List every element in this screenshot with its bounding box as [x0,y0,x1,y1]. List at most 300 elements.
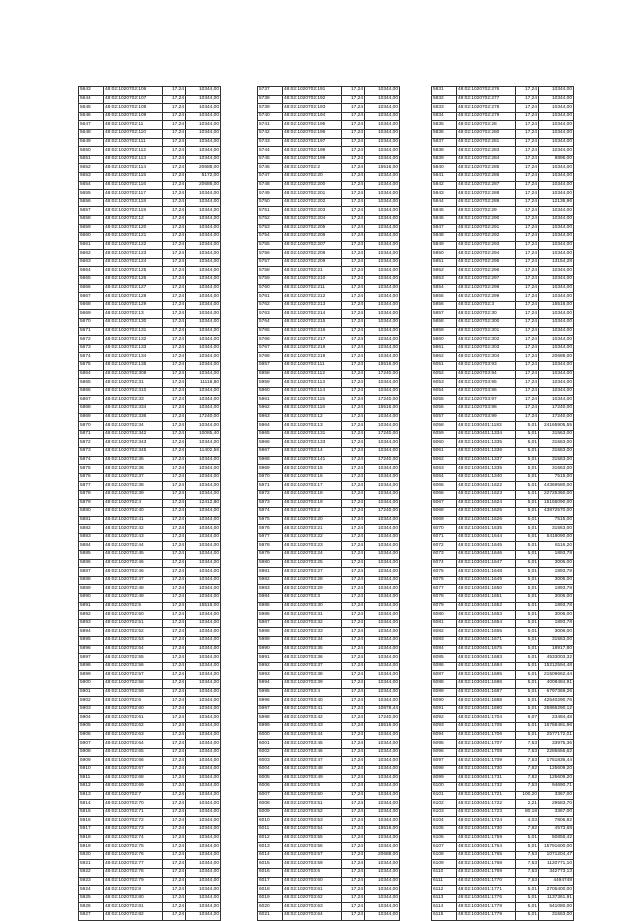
table-row [432,456,574,465]
row-number-cell: 6081 [432,619,457,628]
rate-cell: 17,24 [342,662,365,671]
row-number-cell: 6057 [432,413,457,422]
row-number-cell: 5753 [258,224,283,233]
cadastral-number-cell: 48:02:1020703:3 [283,594,342,603]
rate-cell: 17,24 [342,576,365,585]
table-row [258,860,400,869]
row-number-cell: 5838 [432,147,457,156]
rate-cell: 17,24 [342,722,365,731]
table-row [432,284,574,293]
row-number-cell: 6010 [258,817,283,826]
value-cell: 10344,00 [186,224,221,233]
row-number-cell: 6060 [432,439,457,448]
table-row [432,447,574,456]
table-row [258,319,400,328]
row-number-cell: 5880 [79,508,104,517]
row-number-cell: 5745 [258,155,283,164]
row-number-cell: 5966 [258,439,283,448]
rate-cell: 17,24 [163,851,186,860]
row-number-cell: 5919 [79,843,104,852]
row-number-cell: 5766 [258,336,283,345]
value-cell: 10344,00 [186,671,221,680]
rate-cell: 17,24 [342,671,365,680]
cadastral-number-cell: 48:02:1020702:201 [283,190,342,199]
cadastral-number-cell: 48:02:1020702:123 [104,250,163,259]
cadastral-number-cell: 48:02:1020703:17 [283,482,342,491]
rate-cell: 17,24 [342,860,365,869]
table-row [432,860,574,869]
row-number-cell: 5876 [79,473,104,482]
row-number-cell: 5924 [79,886,104,895]
row-number-cell: 6070 [432,525,457,534]
cadastral-number-cell: 48:02:1030401:1335 [457,439,516,448]
table-row [79,637,221,646]
table-row [258,774,400,783]
rate-cell: 17,24 [163,138,186,147]
rate-cell: 17,24 [342,430,365,439]
table-row [79,370,221,379]
value-cell: 10344,00 [186,404,221,413]
cadastral-number-cell: 48:02:1030401:1684 [457,662,516,671]
cadastral-number-cell: 48:02:1020703:95 [457,379,516,388]
value-cell: 10344,00 [365,731,400,740]
table-row [79,327,221,336]
value-cell: 7515,00 [539,516,574,525]
value-cell: 10344,00 [365,576,400,585]
rate-cell: 17,24 [516,267,539,276]
cadastral-number-cell: 48:02:1020703:34 [283,637,342,646]
value-cell: 17240,00 [539,404,574,413]
rate-cell: 17,24 [342,276,365,285]
cadastral-number-cell: 48:02:1030401:1722 [457,800,516,809]
value-cell: 7806,82 [539,817,574,826]
value-cell: 15516,00 [365,362,400,371]
table-row [432,413,574,422]
value-cell: 20688,00 [186,164,221,173]
rate-cell: 17,24 [342,869,365,878]
cadastral-number-cell: 48:02:1020702:8 [104,886,163,895]
value-cell: 10344,00 [186,748,221,757]
row-number-cell: 5992 [258,662,283,671]
rate-cell: 17,24 [342,241,365,250]
rate-cell: 17,24 [163,258,186,267]
row-number-cell: 5877 [79,482,104,491]
row-number-cell: 5759 [258,276,283,285]
table-row [432,791,574,800]
row-number-cell: 6021 [258,912,283,921]
cadastral-number-cell: 48:02:1020702:199 [283,155,342,164]
value-cell: 10344,00 [539,284,574,293]
row-number-cell: 5832 [432,95,457,104]
row-number-cell: 5979 [258,551,283,560]
table-row [79,576,221,585]
cadastral-number-cell: 48:02:1020702:69 [104,783,163,792]
table-row [432,628,574,637]
table-row [79,387,221,396]
rate-cell: 4,03 [516,817,539,826]
table-row [432,508,574,517]
value-cell: 15516,00 [186,602,221,611]
value-cell: 10344,00 [186,551,221,560]
row-number-cell: 6000 [258,731,283,740]
rate-cell: 17,24 [163,834,186,843]
value-cell: 10344,00 [539,362,574,371]
row-number-cell: 5844 [432,198,457,207]
value-cell: 3367,00 [539,791,574,800]
cadastral-number-cell: 48:02:1020703:114 [283,387,342,396]
rate-cell: 17,24 [163,198,186,207]
cadastral-number-cell: 48:02:1020702:289 [457,198,516,207]
value-cell: 10344,00 [186,826,221,835]
rate-cell: 17,24 [516,387,539,396]
rate-cell: 17,24 [342,310,365,319]
rate-cell: 17,24 [342,181,365,190]
rate-cell: 17,24 [163,482,186,491]
value-cell: 10344,00 [539,95,574,104]
table-row [79,336,221,345]
table-row [79,362,221,371]
cadastral-number-cell: 48:02:1020703:13 [283,422,342,431]
cadastral-number-cell: 48:02:1020702:12 [104,215,163,224]
rate-cell: 17,24 [342,602,365,611]
value-cell: 13154,28 [539,258,574,267]
cadastral-number-cell: 48:02:1020702:65 [104,748,163,757]
cadastral-number-cell: 48:02:1030401:1654 [457,619,516,628]
value-cell: 10344,00 [186,714,221,723]
cadastral-number-cell: 48:02:1020702:47 [104,576,163,585]
table-row [258,276,400,285]
table-row [79,740,221,749]
cadastral-number-cell: 48:02:1020702:278 [457,104,516,113]
row-number-cell: 6110 [432,869,457,878]
cadastral-number-cell: 48:02:1030401:1624 [457,499,516,508]
rate-cell: 5,01 [516,473,539,482]
rate-cell: 17,24 [342,551,365,560]
value-cell: 10344,00 [186,207,221,216]
table-row [79,765,221,774]
rate-cell: 17,24 [516,95,539,104]
rate-cell: 17,24 [516,344,539,353]
value-cell: 10344,00 [186,808,221,817]
row-number-cell: 6095 [432,740,457,749]
table-row [79,482,221,491]
value-cell: 20688,00 [539,353,574,362]
table-row [432,233,574,242]
rate-cell: 17,24 [342,301,365,310]
table-row [79,731,221,740]
table-row [79,551,221,560]
value-cell: 10344,00 [365,267,400,276]
row-number-cell: 6092 [432,714,457,723]
row-number-cell: 6068 [432,508,457,517]
value-cell: 10344,00 [365,293,400,302]
cadastral-number-cell: 48:02:1020702:309 [104,370,163,379]
value-cell: 10344,00 [186,250,221,259]
table-row [79,679,221,688]
rate-cell: 17,24 [342,379,365,388]
value-cell: 5418090,00 [539,533,574,542]
cadastral-number-cell: 48:02:1020702:46 [104,559,163,568]
table-row [432,869,574,878]
rate-cell: 7,82 [516,765,539,774]
cadastral-number-cell: 48:02:1020702:116 [104,181,163,190]
table-row [432,576,574,585]
value-cell: 10344,00 [186,267,221,276]
rate-cell: 5,01 [516,465,539,474]
rate-cell: 17,24 [516,241,539,250]
rate-cell: 5,01 [516,508,539,517]
table-row [432,293,574,302]
value-cell: 1893,78 [539,568,574,577]
value-cell: 10344,00 [186,336,221,345]
cadastral-number-cell: 48:02:1020702:196 [283,129,342,138]
table-row [258,748,400,757]
cadastral-number-cell: 48:02:1020702:120 [104,224,163,233]
rate-cell: 17,24 [163,267,186,276]
row-number-cell: 5977 [258,533,283,542]
value-cell: 10344,00 [186,654,221,663]
table-row [258,894,400,903]
cadastral-number-cell: 48:02:1030401:1723 [457,808,516,817]
row-number-cell: 5873 [79,447,104,456]
value-cell: 10085,40 [186,430,221,439]
row-number-cell: 5660 [79,233,104,242]
table-row [258,800,400,809]
table-row [79,903,221,912]
row-number-cell: 5923 [79,877,104,886]
value-cell: 3006,00 [539,611,574,620]
row-number-cell: 6076 [432,576,457,585]
row-number-cell: 5850 [432,250,457,259]
table-row [258,516,400,525]
table-row [258,740,400,749]
row-number-cell: 5960 [258,387,283,396]
value-cell: 1893,78 [539,619,574,628]
rate-cell: 17,24 [342,697,365,706]
table-row [79,95,221,104]
table-row [258,662,400,671]
row-number-cell: 5901 [79,688,104,697]
cadastral-number-cell: 48:02:1020702:291 [457,224,516,233]
table-row [432,172,574,181]
cadastral-number-cell: 48:02:1020703:97 [457,396,516,405]
rate-cell: 17,24 [516,207,539,216]
rate-cell: 17,24 [342,456,365,465]
row-number-cell: 5755 [258,241,283,250]
cadastral-number-cell: 48:02:1020702:42 [104,525,163,534]
rate-cell: 17,24 [163,336,186,345]
rate-cell: 17,24 [516,87,539,96]
table-row [432,886,574,895]
table-row [432,353,574,362]
rate-cell: 17,24 [342,748,365,757]
rate-cell: 17,24 [516,224,539,233]
cadastral-number-cell: 48:02:1020702:110 [104,129,163,138]
table-row [258,542,400,551]
cadastral-number-cell: 48:02:1030401:1769 [457,869,516,878]
row-number-cell: 5898 [79,662,104,671]
value-cell: 31563,00 [539,465,574,474]
cadastral-number-cell: 48:02:1030401:1707 [457,740,516,749]
cadastral-number-cell: 48:02:1020702:30 [457,310,516,319]
rate-cell: 17,24 [163,95,186,104]
cadastral-number-cell: 48:02:1030401:1652 [457,602,516,611]
value-cell: 10344,00 [365,284,400,293]
row-number-cell: 5983 [258,585,283,594]
value-cell: 10344,00 [186,757,221,766]
value-cell: 10344,00 [186,121,221,130]
value-cell: 1893,78 [539,602,574,611]
row-number-cell: 6013 [258,843,283,852]
cadastral-number-cell: 48:02:1020702:215 [283,319,342,328]
cadastral-number-cell: 48:02:1020702:205 [283,224,342,233]
table-row [79,912,221,921]
cadastral-number-cell: 48:02:1020702:342 [104,430,163,439]
row-number-cell: 6105 [432,826,457,835]
value-cell: 10344,00 [539,293,574,302]
value-cell: 10344,00 [365,748,400,757]
rate-cell: 17,24 [163,422,186,431]
table-row [432,267,574,276]
table-row [258,104,400,113]
table-row [258,396,400,405]
row-number-cell: 5746 [258,164,283,173]
cadastral-number-cell: 48:02:1020702:127 [104,284,163,293]
rate-cell: 5,01 [516,516,539,525]
rate-cell: 5,01 [516,542,539,551]
row-number-cell: 5871 [79,430,104,439]
cadastral-number-cell: 48:02:1020702:195 [283,121,342,130]
row-number-cell: 6072 [432,542,457,551]
row-number-cell: 5991 [258,654,283,663]
table-row [432,843,574,852]
cadastral-number-cell: 48:02:1020703:25 [283,559,342,568]
row-number-cell: 6088 [432,679,457,688]
table-row [258,826,400,835]
rate-cell: 17,24 [163,722,186,731]
value-cell: 10344,00 [186,834,221,843]
row-number-cell: 5853 [432,276,457,285]
value-cell: 125609,20 [539,774,574,783]
cadastral-number-cell: 48:02:1030401:1655 [457,628,516,637]
rate-cell: 17,24 [342,215,365,224]
row-number-cell: 6086 [432,662,457,671]
rate-cell: 17,24 [342,396,365,405]
row-number-cell: 6062 [432,456,457,465]
table-row [432,147,574,156]
table-row [258,267,400,276]
cadastral-number-cell: 48:02:1020702:80 [104,894,163,903]
value-cell: 10344,00 [365,740,400,749]
row-number-cell: 6017 [258,877,283,886]
cadastral-number-cell: 48:02:1020703:44 [283,731,342,740]
value-cell: 10344,00 [186,516,221,525]
value-cell: 10344,00 [186,662,221,671]
table-row [79,181,221,190]
rate-cell: 17,24 [163,585,186,594]
cadastral-number-cell: 48:02:1020702:283 [457,147,516,156]
value-cell: 125609,20 [539,765,574,774]
table-row [432,258,574,267]
rate-cell: 17,24 [163,301,186,310]
value-cell: 10344,00 [539,181,574,190]
table-row [79,422,221,431]
rate-cell: 7,53 [516,757,539,766]
rate-cell: 17,24 [163,903,186,912]
rate-cell: 17,24 [516,319,539,328]
table-row [79,748,221,757]
row-number-cell: 6011 [258,826,283,835]
table-row [258,731,400,740]
table-row [432,336,574,345]
rate-cell: 5,01 [516,422,539,431]
table-row [79,602,221,611]
row-number-cell: 5870 [79,422,104,431]
table-row [79,224,221,233]
rate-cell: 17,24 [342,834,365,843]
table-row [79,267,221,276]
cadastral-number-cell: 48:02:1020703:42 [283,714,342,723]
value-cell: 10344,00 [186,465,221,474]
rate-cell: 17,24 [516,198,539,207]
row-number-cell: 5970 [258,473,283,482]
rate-cell: 80,18 [516,808,539,817]
rate-cell: 5,01 [516,456,539,465]
row-number-cell: 5834 [432,112,457,121]
cadastral-number-cell: 48:02:1020702:288 [457,190,516,199]
row-number-cell: 6079 [432,602,457,611]
cadastral-number-cell: 48:02:1020703:46 [283,748,342,757]
cadastral-number-cell: 48:02:1020702:204 [283,215,342,224]
rate-cell: 5,01 [516,645,539,654]
rate-cell: 17,24 [516,336,539,345]
row-number-cell: 6103 [432,808,457,817]
cadastral-number-cell: 48:02:1020702:121 [104,233,163,242]
rate-cell: 17,24 [342,344,365,353]
row-number-cell: 5905 [79,722,104,731]
table-row [432,482,574,491]
cadastral-number-cell: 48:02:1020703:20 [283,516,342,525]
cadastral-number-cell: 48:02:1030401:1730 [457,765,516,774]
row-number-cell: 6078 [432,594,457,603]
value-cell: 42540290,76 [539,697,574,706]
row-number-cell: 5650 [79,147,104,156]
table-row [79,843,221,852]
table-row [258,121,400,130]
cadastral-number-cell: 48:02:1020702:75 [104,843,163,852]
table-row [79,190,221,199]
rate-cell: 17,24 [163,714,186,723]
table-row [432,87,574,96]
row-number-cell: 5984 [258,594,283,603]
rate-cell: 5,01 [516,662,539,671]
cadastral-number-cell: 48:02:1020702:285 [457,164,516,173]
rate-cell: 17,24 [342,439,365,448]
rate-cell: 17,24 [516,215,539,224]
rate-cell: 17,24 [342,422,365,431]
row-number-cell: 5869 [79,413,104,422]
value-cell: 1893,78 [539,551,574,560]
table-row [432,215,574,224]
table-row [432,757,574,766]
cadastral-number-cell: 48:02:1020702:67 [104,765,163,774]
rate-cell: 17,24 [516,327,539,336]
cadastral-number-cell: 48:02:1020702:198 [283,147,342,156]
table-row [79,104,221,113]
rate-cell: 17,24 [342,112,365,121]
table-row [432,654,574,663]
value-cell: 10344,00 [365,310,400,319]
